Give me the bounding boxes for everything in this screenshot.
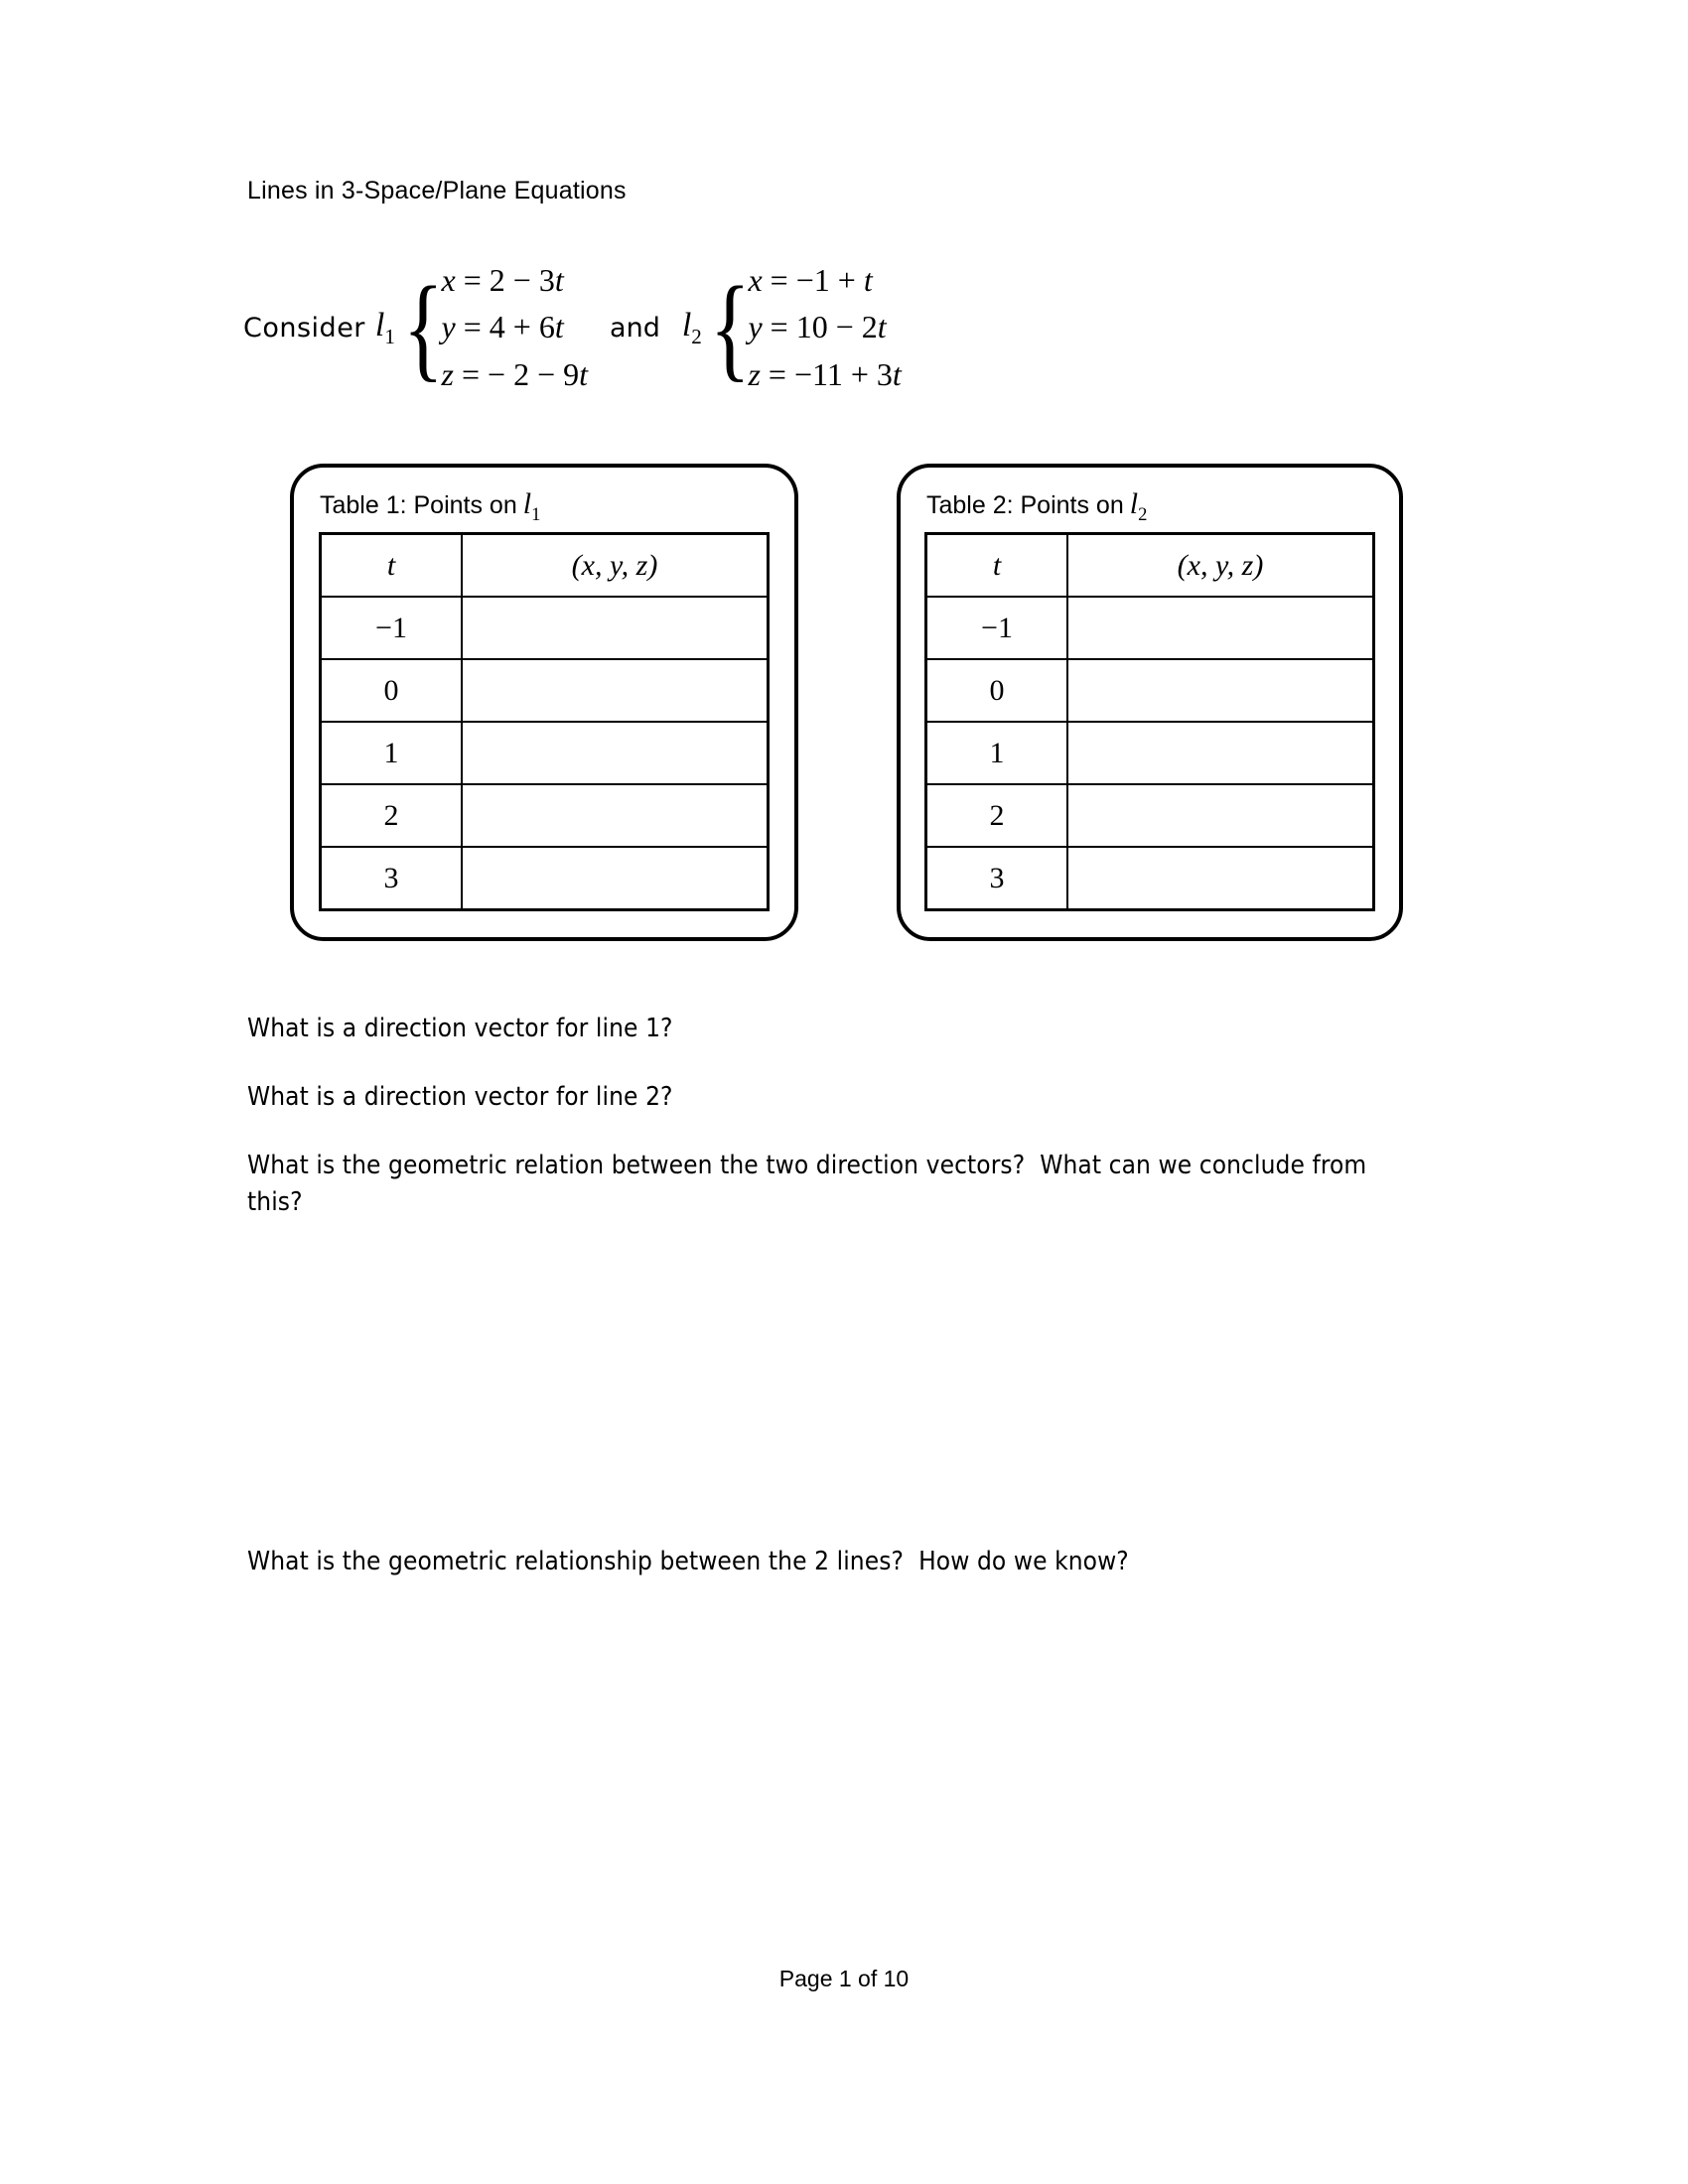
line2-equation-z: z = −11 + 3t [748,355,902,392]
table-row [321,722,769,784]
points-table-line2 [924,532,1375,911]
table-row [926,784,1374,847]
cell-point-value[interactable] [462,847,769,910]
table-row [926,659,1374,722]
line1-equation-x: x = 2 − 3t [441,261,564,298]
cell-point-value[interactable] [462,659,769,722]
line1-equation-z: z = − 2 − 9t [441,355,589,392]
table-row [321,784,769,847]
parametric-equations-block [243,253,902,402]
cell-t-value: 1 [321,722,463,784]
table-header-row [926,534,1374,598]
left-brace-icon: { [402,261,444,392]
table-1-caption [320,487,540,526]
header-cell-t: t [321,534,463,598]
line1-equations [442,257,588,398]
line2-symbol: $l_2$ [681,306,702,348]
cell-t-value: −1 [926,597,1068,659]
cell-t-value: 0 [321,659,463,722]
cell-point-value[interactable] [462,597,769,659]
cell-t-value: 0 [926,659,1068,722]
line2-equations [748,257,901,398]
cell-t-value: 2 [321,784,463,847]
question-direction-vector-line1: What is a direction vector for line 1? [247,1014,673,1043]
points-table-line1 [319,532,770,911]
table-2-caption [926,487,1147,526]
left-brace-icon: { [709,261,751,392]
line2-equation-x: x = −1 + t [748,261,873,298]
table-header-row [321,534,769,598]
line2-system [706,257,902,398]
cell-t-value: 1 [926,722,1068,784]
table-row [926,722,1374,784]
table-row [321,659,769,722]
cell-point-value[interactable] [1067,722,1374,784]
page-footer: Page 1 of 10 [778,1966,910,1991]
table-row [926,847,1374,910]
table-1-caption-symbol: $l_1$ [522,487,541,525]
cell-t-value: 3 [926,847,1068,910]
header-cell-t: t [926,534,1068,598]
question-direction-vector-line2: What is a direction vector for line 2? [247,1082,673,1112]
question-geometric-relation-vectors: What is the geometric relation between the two direction vectors? What can we conclude from this? [247,1151,1374,1217]
table-card-line1 [290,464,798,941]
line1-equation-y: y = 4 + 6t [441,309,564,345]
line1-system [399,257,588,398]
header-cell-point: (x, y, z) [462,534,769,598]
question-geometric-relationship-lines: What is the geometric relationship between the 2 lines? How do we know? [247,1547,1129,1576]
consider-label: Consider [243,312,365,343]
cell-point-value[interactable] [1067,784,1374,847]
cell-point-value[interactable] [462,784,769,847]
table-row [321,847,769,910]
cell-point-value[interactable] [1067,597,1374,659]
table-card-line2 [897,464,1403,941]
table-1-caption-text: Table 1: Points on [320,491,517,519]
cell-point-value[interactable] [462,722,769,784]
page-title: Lines in 3-Space/Plane Equations [247,177,627,205]
cell-t-value: 2 [926,784,1068,847]
line2-equation-y: y = 10 − 2t [748,309,887,345]
cell-t-value: −1 [321,597,463,659]
cell-t-value: 3 [321,847,463,910]
line1-symbol: $l_1$ [374,306,395,348]
header-cell-point: (x, y, z) [1067,534,1374,598]
cell-point-value[interactable] [1067,659,1374,722]
cell-point-value[interactable] [1067,847,1374,910]
table-2-caption-symbol: $l_2$ [1129,487,1148,525]
table-2-caption-text: Table 2: Points on [926,491,1124,519]
table-row [926,597,1374,659]
and-label: and [610,312,660,343]
table-row [321,597,769,659]
